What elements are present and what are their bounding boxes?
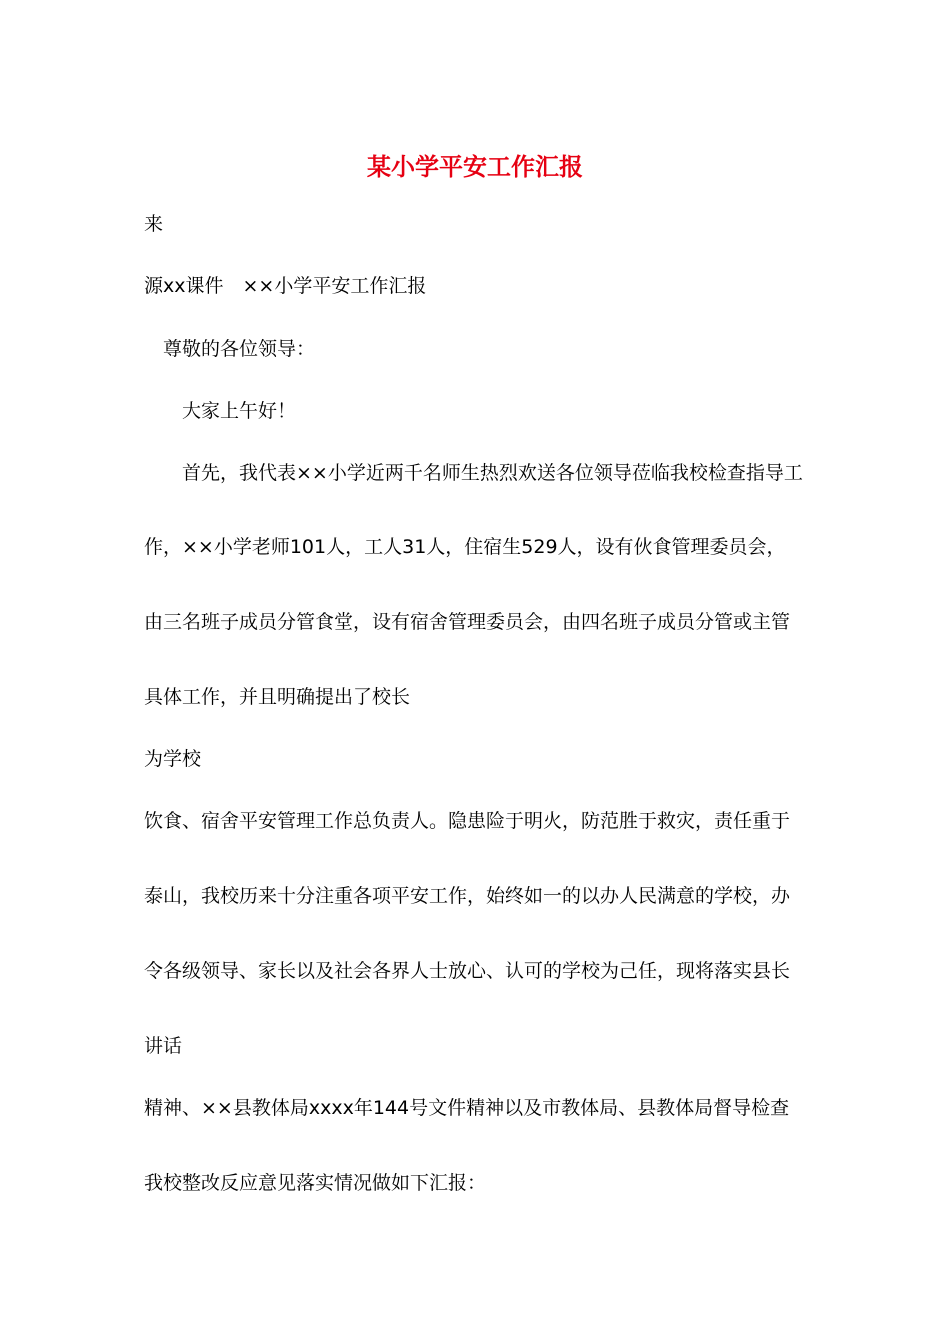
text-line-2: 源xx课件 ××小学平安工作汇报 xyxy=(144,275,427,297)
text-line-14: 精神、××县教体局xxxx年144号文件精神以及市教体局、县教体局督导检查 xyxy=(144,1097,790,1119)
text-line-4: 大家上午好！ xyxy=(144,400,297,422)
text-line-10: 饮食、宿舍平安管理工作总负责人。隐患险于明火，防范胜于救灾，责任重于 xyxy=(144,810,791,832)
text-line-8: 具体工作，并且明确提出了校长 xyxy=(144,686,411,708)
text-line-15: 我校整改反应意见落实情况做如下汇报： xyxy=(144,1172,487,1194)
text-line-1: 来 xyxy=(144,213,164,235)
text-line-7: 由三名班子成员分管食堂，设有宿舍管理委员会，由四名班子成员分管或主管 xyxy=(144,611,791,633)
text-line-5: 首先，我代表××小学近两千名师生热烈欢送各位领导莅临我校检查指导工 xyxy=(144,462,803,484)
text-line-13: 讲话 xyxy=(144,1035,183,1057)
text-line-9: 为学校 xyxy=(144,748,202,770)
text-line-6: 作，××小学老师101人，工人31人，住宿生529人，设有伙食管理委员会， xyxy=(144,536,786,558)
document-title: 某小学平安工作汇报 xyxy=(367,152,583,181)
text-line-12: 令各级领导、家长以及社会各界人士放心、认可的学校为己任，现将落实县长 xyxy=(144,960,791,982)
text-line-3: 尊敬的各位领导： xyxy=(144,338,316,360)
text-line-11: 泰山，我校历来十分注重各项平安工作，始终如一的以办人民满意的学校，办 xyxy=(144,885,791,907)
